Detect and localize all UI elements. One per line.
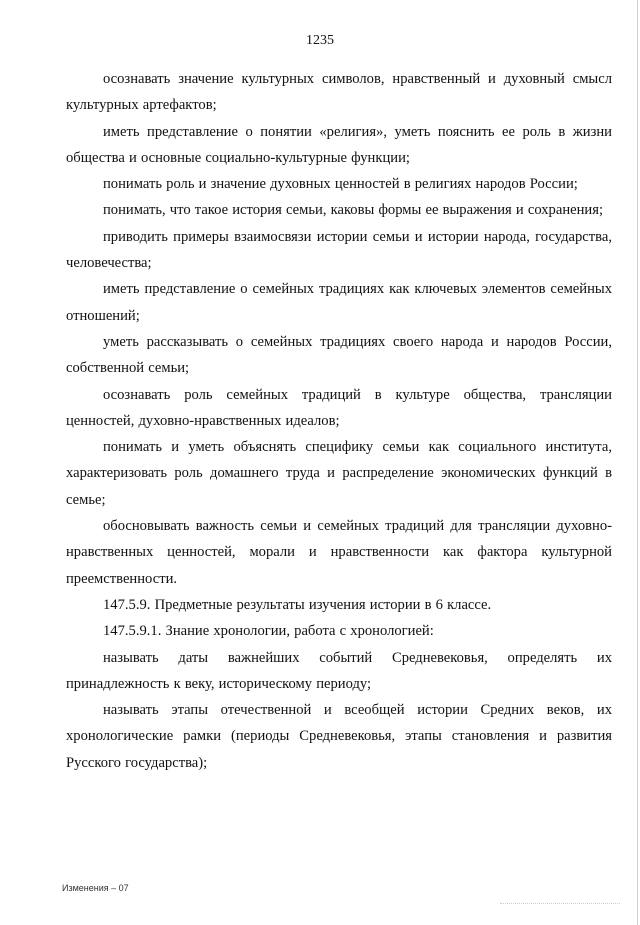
paragraph: осознавать роль семейных традиций в культуре общества, трансляции ценностей, духовно-нравственных идеалов; bbox=[66, 386, 612, 429]
paragraph: иметь представление о понятии «религия», уметь пояснить ее роль в жизни общества и основные социально-культурные функции; bbox=[66, 123, 612, 166]
paragraph: называть этапы отечественной и всеобщей истории Средних веков, их хронологические рамки (периоды Средневековья, этапы становления и развития Русского государства); bbox=[66, 702, 612, 771]
paragraph: называть даты важнейших событий Средневековья, определять их принадлежность к веку, историческому периоду; bbox=[66, 649, 612, 692]
page-number: 1235 bbox=[306, 33, 334, 48]
paragraph: понимать и уметь объяснять специфику семьи как социального института, характеризовать роль домашнего труда и распределение экономических функций в семье; bbox=[66, 439, 612, 508]
paragraph: понимать роль и значение духовных ценностей в религиях народов России; bbox=[103, 176, 578, 193]
paragraph: приводить примеры взаимосвязи истории семьи и истории народа, государства, человечества; bbox=[66, 228, 612, 272]
scan-artifact-dots bbox=[500, 903, 620, 904]
paragraph: иметь представление о семейных традициях как ключевых элементов семейных отношений; bbox=[66, 281, 612, 324]
subsection-heading: 147.5.9.1. Знание хронологии, работа с хронологией: bbox=[103, 623, 434, 640]
paragraph: обосновывать важность семьи и семейных традиций для трансляции духовно-нравственных ценностей, морали и нравственности как фактора культурной преемственности. bbox=[66, 518, 612, 587]
section-heading: 147.5.9. Предметные результаты изучения истории в 6 классе. bbox=[103, 596, 492, 613]
footer-revision-note: Изменения – 07 bbox=[62, 883, 129, 893]
paragraph: понимать, что такое история семьи, каковы формы ее выражения и сохранения; bbox=[103, 202, 604, 219]
paragraph: уметь рассказывать о семейных традициях своего народа и народов России, собственной семьи; bbox=[66, 333, 612, 377]
scan-edge-line bbox=[637, 0, 638, 925]
paragraph: осознавать значение культурных символов, нравственный и духовный смысл культурных артефактов; bbox=[66, 71, 612, 114]
document-body bbox=[66, 66, 612, 776]
